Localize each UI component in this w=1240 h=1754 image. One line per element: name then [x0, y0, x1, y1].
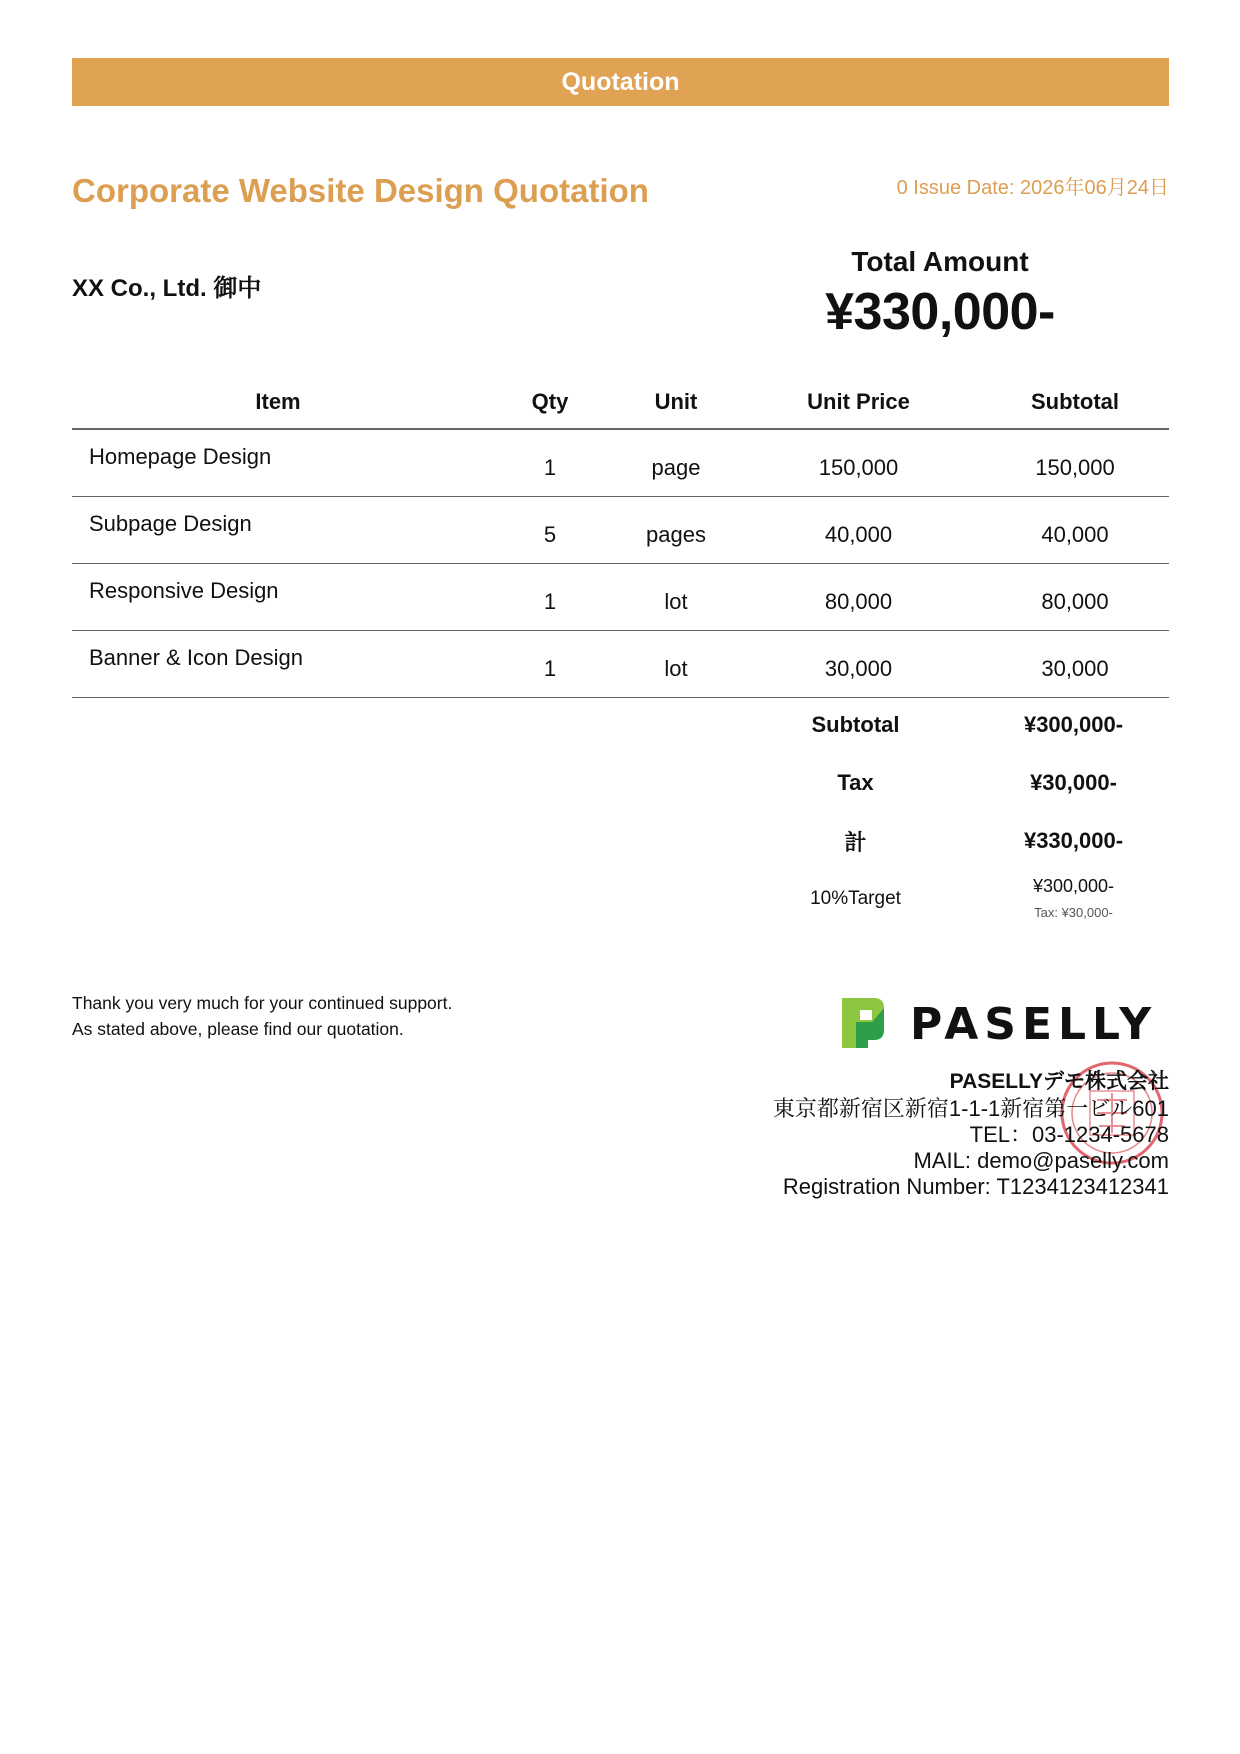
company-registration: Registration Number: T1234123412341 — [782, 1174, 1169, 1199]
row-unit: lot — [664, 589, 688, 614]
table-row — [72, 497, 1169, 564]
row-unit: lot — [664, 656, 688, 681]
row-item: Banner & Icon Design — [89, 645, 304, 670]
company-logo — [838, 990, 1169, 1054]
summary-total-row — [733, 812, 1169, 870]
row-qty: 5 — [543, 522, 557, 547]
total-amount-label: Total Amount — [851, 246, 1029, 277]
summary-subtotal-value: ¥300,000- — [1023, 712, 1124, 737]
row-unit-price: 40,000 — [824, 522, 893, 547]
row-qty: 1 — [543, 455, 557, 480]
row-unit: pages — [646, 522, 706, 547]
summary-subtotal-row — [733, 696, 1169, 754]
logo-mark-icon — [842, 998, 884, 1048]
row-item: Subpage Design — [89, 511, 252, 536]
row-subtotal: 80,000 — [1041, 589, 1109, 614]
tax-target-values — [978, 876, 1169, 920]
summary-total-value: ¥330,000- — [1023, 828, 1124, 853]
row-unit-price: 150,000 — [818, 455, 899, 480]
tax-target-base: ¥300,000- — [1032, 876, 1115, 896]
company-mail: MAIL: demo@paselly.com — [913, 1148, 1169, 1173]
row-unit-price: 80,000 — [824, 589, 893, 614]
header-item: Item — [255, 389, 301, 414]
table-row — [72, 631, 1169, 698]
tax-target-tax: Tax: ¥30,000- — [1034, 905, 1113, 920]
header-unit-price: Unit Price — [807, 389, 910, 414]
table-header-row — [72, 376, 1169, 430]
company-tel: TEL：03-1234-5678 — [969, 1122, 1169, 1147]
header-subtotal: Subtotal — [1031, 389, 1119, 414]
table-row — [72, 430, 1169, 497]
recipient-name: XX Co., Ltd. 御中 — [72, 275, 262, 302]
closing-notes — [72, 990, 452, 1042]
tax-target-label: 10%Target — [810, 888, 901, 909]
totals-summary — [733, 696, 1169, 920]
row-subtotal: 30,000 — [1041, 656, 1109, 681]
company-address: 東京都新宿区新宿1-1-1新宿第一ビル601 — [772, 1096, 1169, 1121]
logo-wordmark: PASELLY — [910, 999, 1158, 1050]
banner-title: Quotation — [561, 67, 680, 96]
header-qty: Qty — [531, 389, 569, 414]
row-qty: 1 — [543, 656, 557, 681]
summary-tax-label: Tax — [837, 770, 874, 795]
row-unit: page — [651, 455, 701, 480]
summary-tax-value: ¥30,000- — [1030, 770, 1117, 795]
summary-subtotal-label: Subtotal — [811, 712, 900, 737]
table-row — [72, 564, 1169, 631]
summary-total-label: 計 — [844, 829, 867, 855]
header-unit: Unit — [654, 389, 698, 414]
summary-tax-row — [733, 754, 1169, 812]
document-title: Corporate Website Design Quotation — [72, 172, 649, 209]
company-name: PASELLYデモ株式会社 — [949, 1070, 1169, 1093]
row-item: Responsive Design — [89, 578, 279, 603]
row-qty: 1 — [543, 589, 557, 614]
issue-date: 0 Issue Date: 2026年06月24日 — [896, 177, 1169, 199]
company-info — [569, 1068, 1169, 1200]
row-subtotal: 150,000 — [1035, 455, 1115, 480]
items-table — [72, 376, 1169, 698]
row-item: Homepage Design — [89, 444, 272, 469]
total-amount-block — [780, 246, 1100, 342]
total-amount-value: ¥330,000- — [825, 283, 1055, 341]
row-subtotal: 40,000 — [1041, 522, 1109, 547]
tax-breakdown-row — [733, 876, 1169, 920]
note-line-1: Thank you very much for your continued support. — [72, 993, 453, 1013]
document-banner — [72, 58, 1169, 106]
row-unit-price: 30,000 — [824, 656, 893, 681]
note-line-2: As stated above, please find our quotation. — [72, 1019, 404, 1039]
